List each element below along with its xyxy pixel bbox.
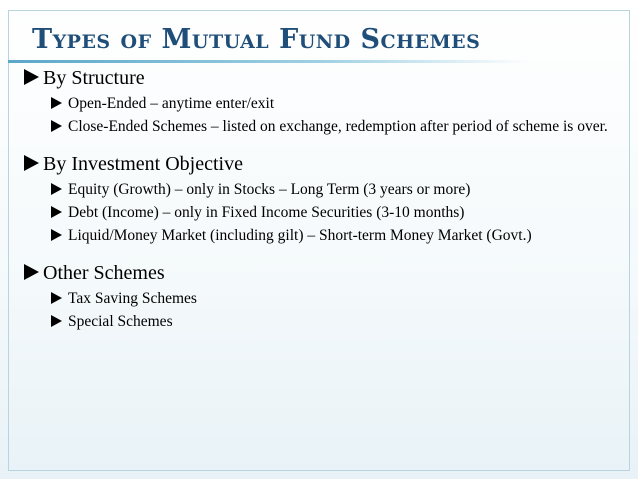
section-heading: Other Schemes	[43, 262, 165, 284]
title-underline	[8, 60, 528, 63]
triangle-bullet-icon	[51, 315, 62, 327]
bullet-level2	[51, 289, 608, 308]
list-item: Open-Ended – anytime enter/exit	[68, 95, 275, 112]
list-item: Tax Saving Schemes	[68, 290, 197, 307]
section-by-investment-objective	[24, 152, 608, 245]
bullet-level2	[51, 94, 608, 113]
bullet-level2	[51, 180, 608, 199]
triangle-bullet-icon	[24, 155, 39, 171]
bullet-level2	[51, 312, 608, 331]
section-other-schemes	[24, 261, 608, 331]
list-item: Debt (Income) – only in Fixed Income Securities (3-10 months)	[68, 204, 465, 221]
triangle-bullet-icon	[51, 229, 62, 241]
bullet-level2	[51, 226, 608, 245]
triangle-bullet-icon	[24, 264, 39, 280]
triangle-bullet-icon	[51, 206, 62, 218]
slide-content	[24, 66, 608, 335]
triangle-bullet-icon	[51, 183, 62, 195]
bullet-level2	[51, 117, 608, 136]
triangle-bullet-icon	[51, 120, 62, 132]
bullet-level1	[24, 152, 608, 176]
section-heading: By Investment Objective	[43, 153, 243, 175]
bullet-level1	[24, 261, 608, 285]
section-heading: By Structure	[43, 67, 145, 89]
triangle-bullet-icon	[51, 292, 62, 304]
bullet-level1	[24, 66, 608, 90]
triangle-bullet-icon	[24, 69, 39, 85]
triangle-bullet-icon	[51, 97, 62, 109]
list-item: Special Schemes	[68, 313, 173, 330]
slide-title: Types of Mutual Fund Schemes	[32, 24, 481, 55]
bullet-level2	[51, 203, 608, 222]
section-by-structure	[24, 66, 608, 136]
list-item: Equity (Growth) – only in Stocks – Long Term (3 years or more)	[68, 181, 471, 198]
list-item: Liquid/Money Market (including gilt) – Short-term Money Market (Govt.)	[68, 227, 532, 244]
list-item: Close-Ended Schemes – listed on exchange, redemption after period of scheme is over.	[68, 118, 608, 135]
